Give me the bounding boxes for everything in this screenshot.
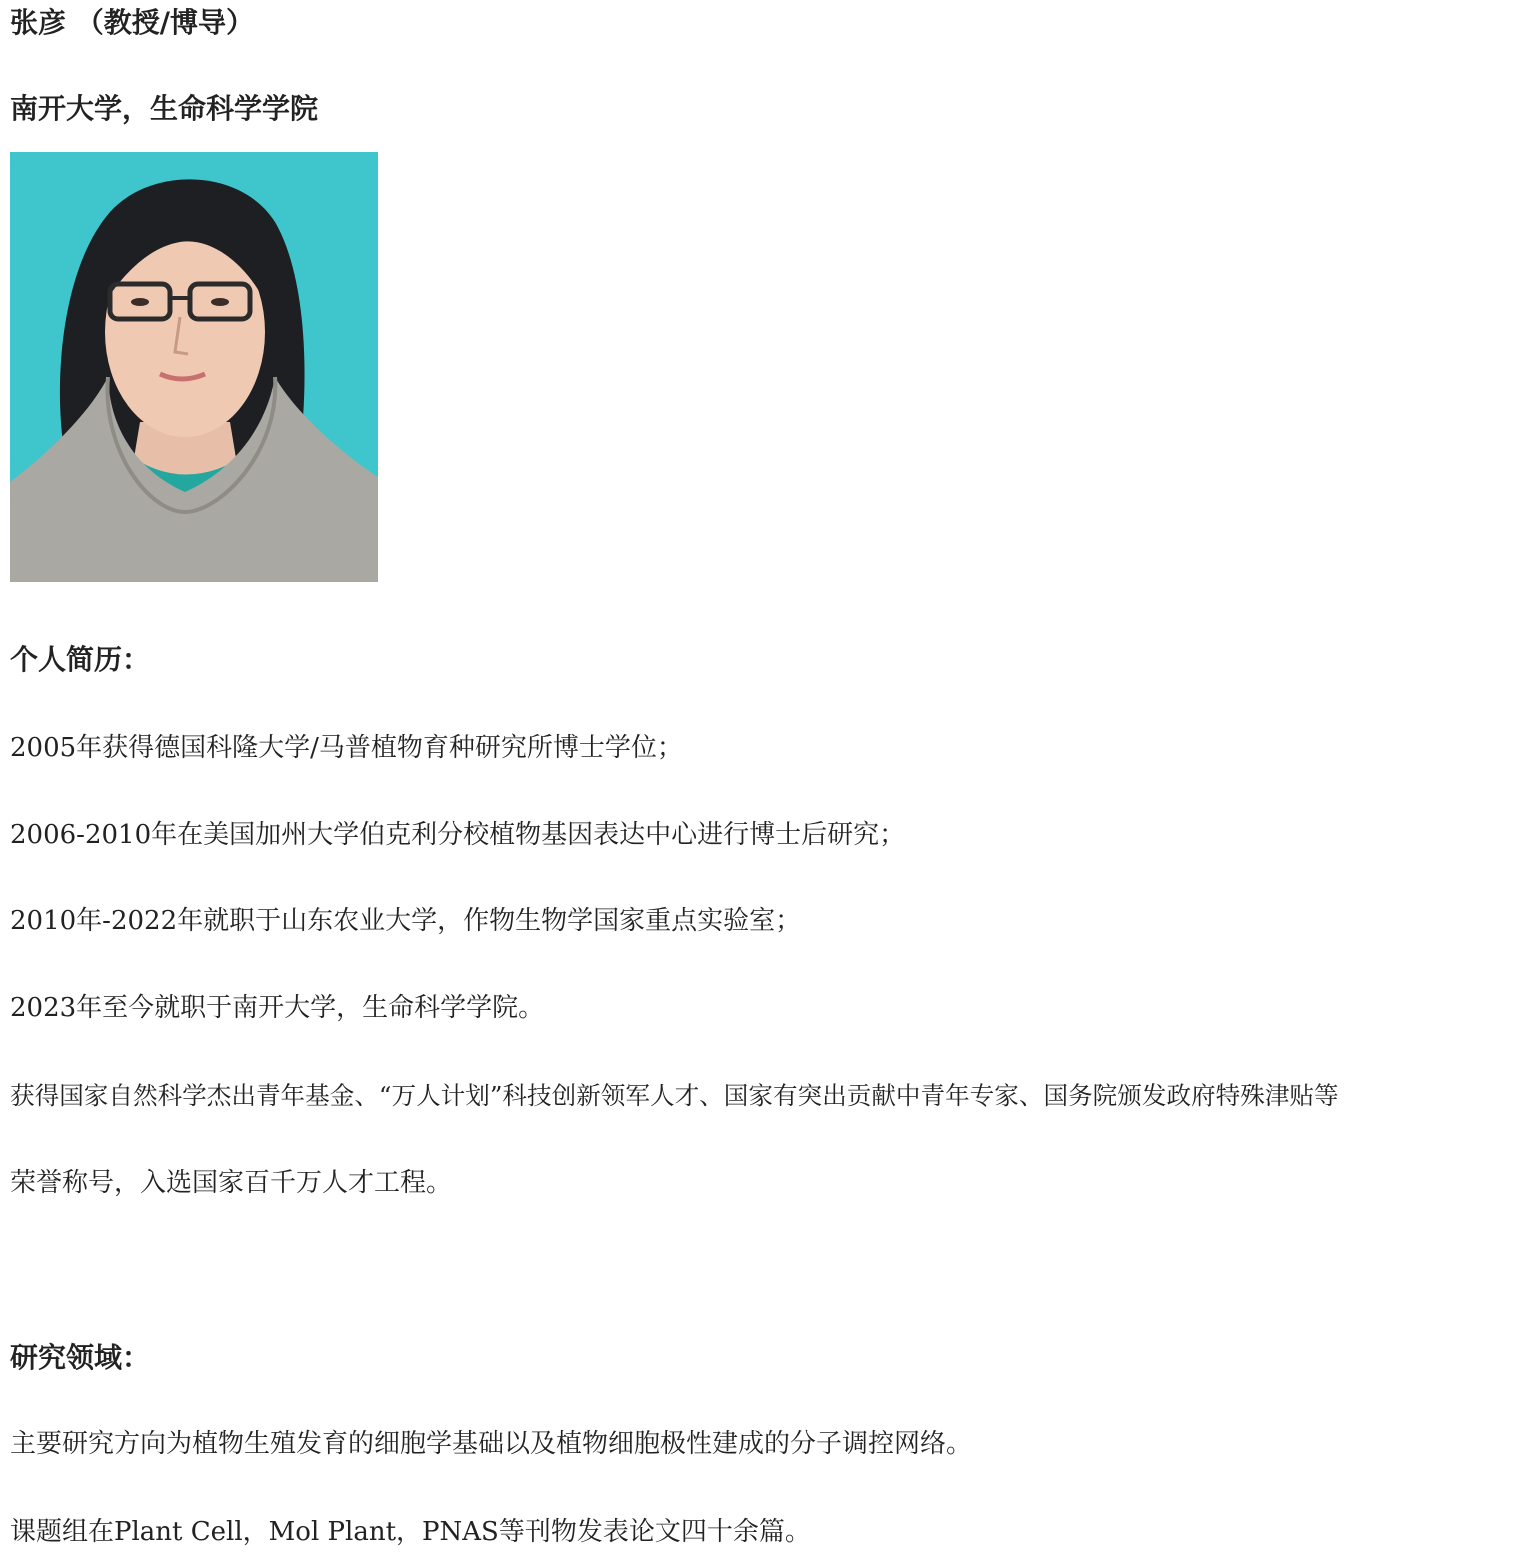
resume-item: 2005年获得德国科隆大学/马普植物育种研究所博士学位； bbox=[10, 733, 683, 763]
affiliation: 南开大学，生命科学学院 bbox=[10, 92, 319, 125]
honors-line-2: 荣誉称号，入选国家百千万人才工程。 bbox=[10, 1168, 453, 1198]
honors-line-1: 获得国家自然科学杰出青年基金、“万人计划”科技创新领军人才、国家有突出贡献中青年专家、国务院颁发政府特殊津贴等 bbox=[10, 1081, 1339, 1110]
research-heading: 研究领域： bbox=[10, 1341, 151, 1374]
name-title: 张彦 （教授/博导） bbox=[10, 6, 254, 39]
research-item: 课题组在Plant Cell，Mol Plant，PNAS等刊物发表论文四十余篇。 bbox=[10, 1517, 811, 1547]
resume-item: 2023年至今就职于南开大学，生命科学学院。 bbox=[10, 993, 545, 1023]
resume-heading: 个人简历： bbox=[10, 643, 151, 676]
research-item: 主要研究方向为植物生殖发育的细胞学基础以及植物细胞极性建成的分子调控网络。 bbox=[10, 1429, 973, 1459]
resume-item: 2010年-2022年就职于山东农业大学，作物生物学国家重点实验室； bbox=[10, 906, 802, 936]
resume-item: 2006-2010年在美国加州大学伯克利分校植物基因表达中心进行博士后研究； bbox=[10, 820, 906, 850]
portrait-photo bbox=[10, 152, 378, 582]
